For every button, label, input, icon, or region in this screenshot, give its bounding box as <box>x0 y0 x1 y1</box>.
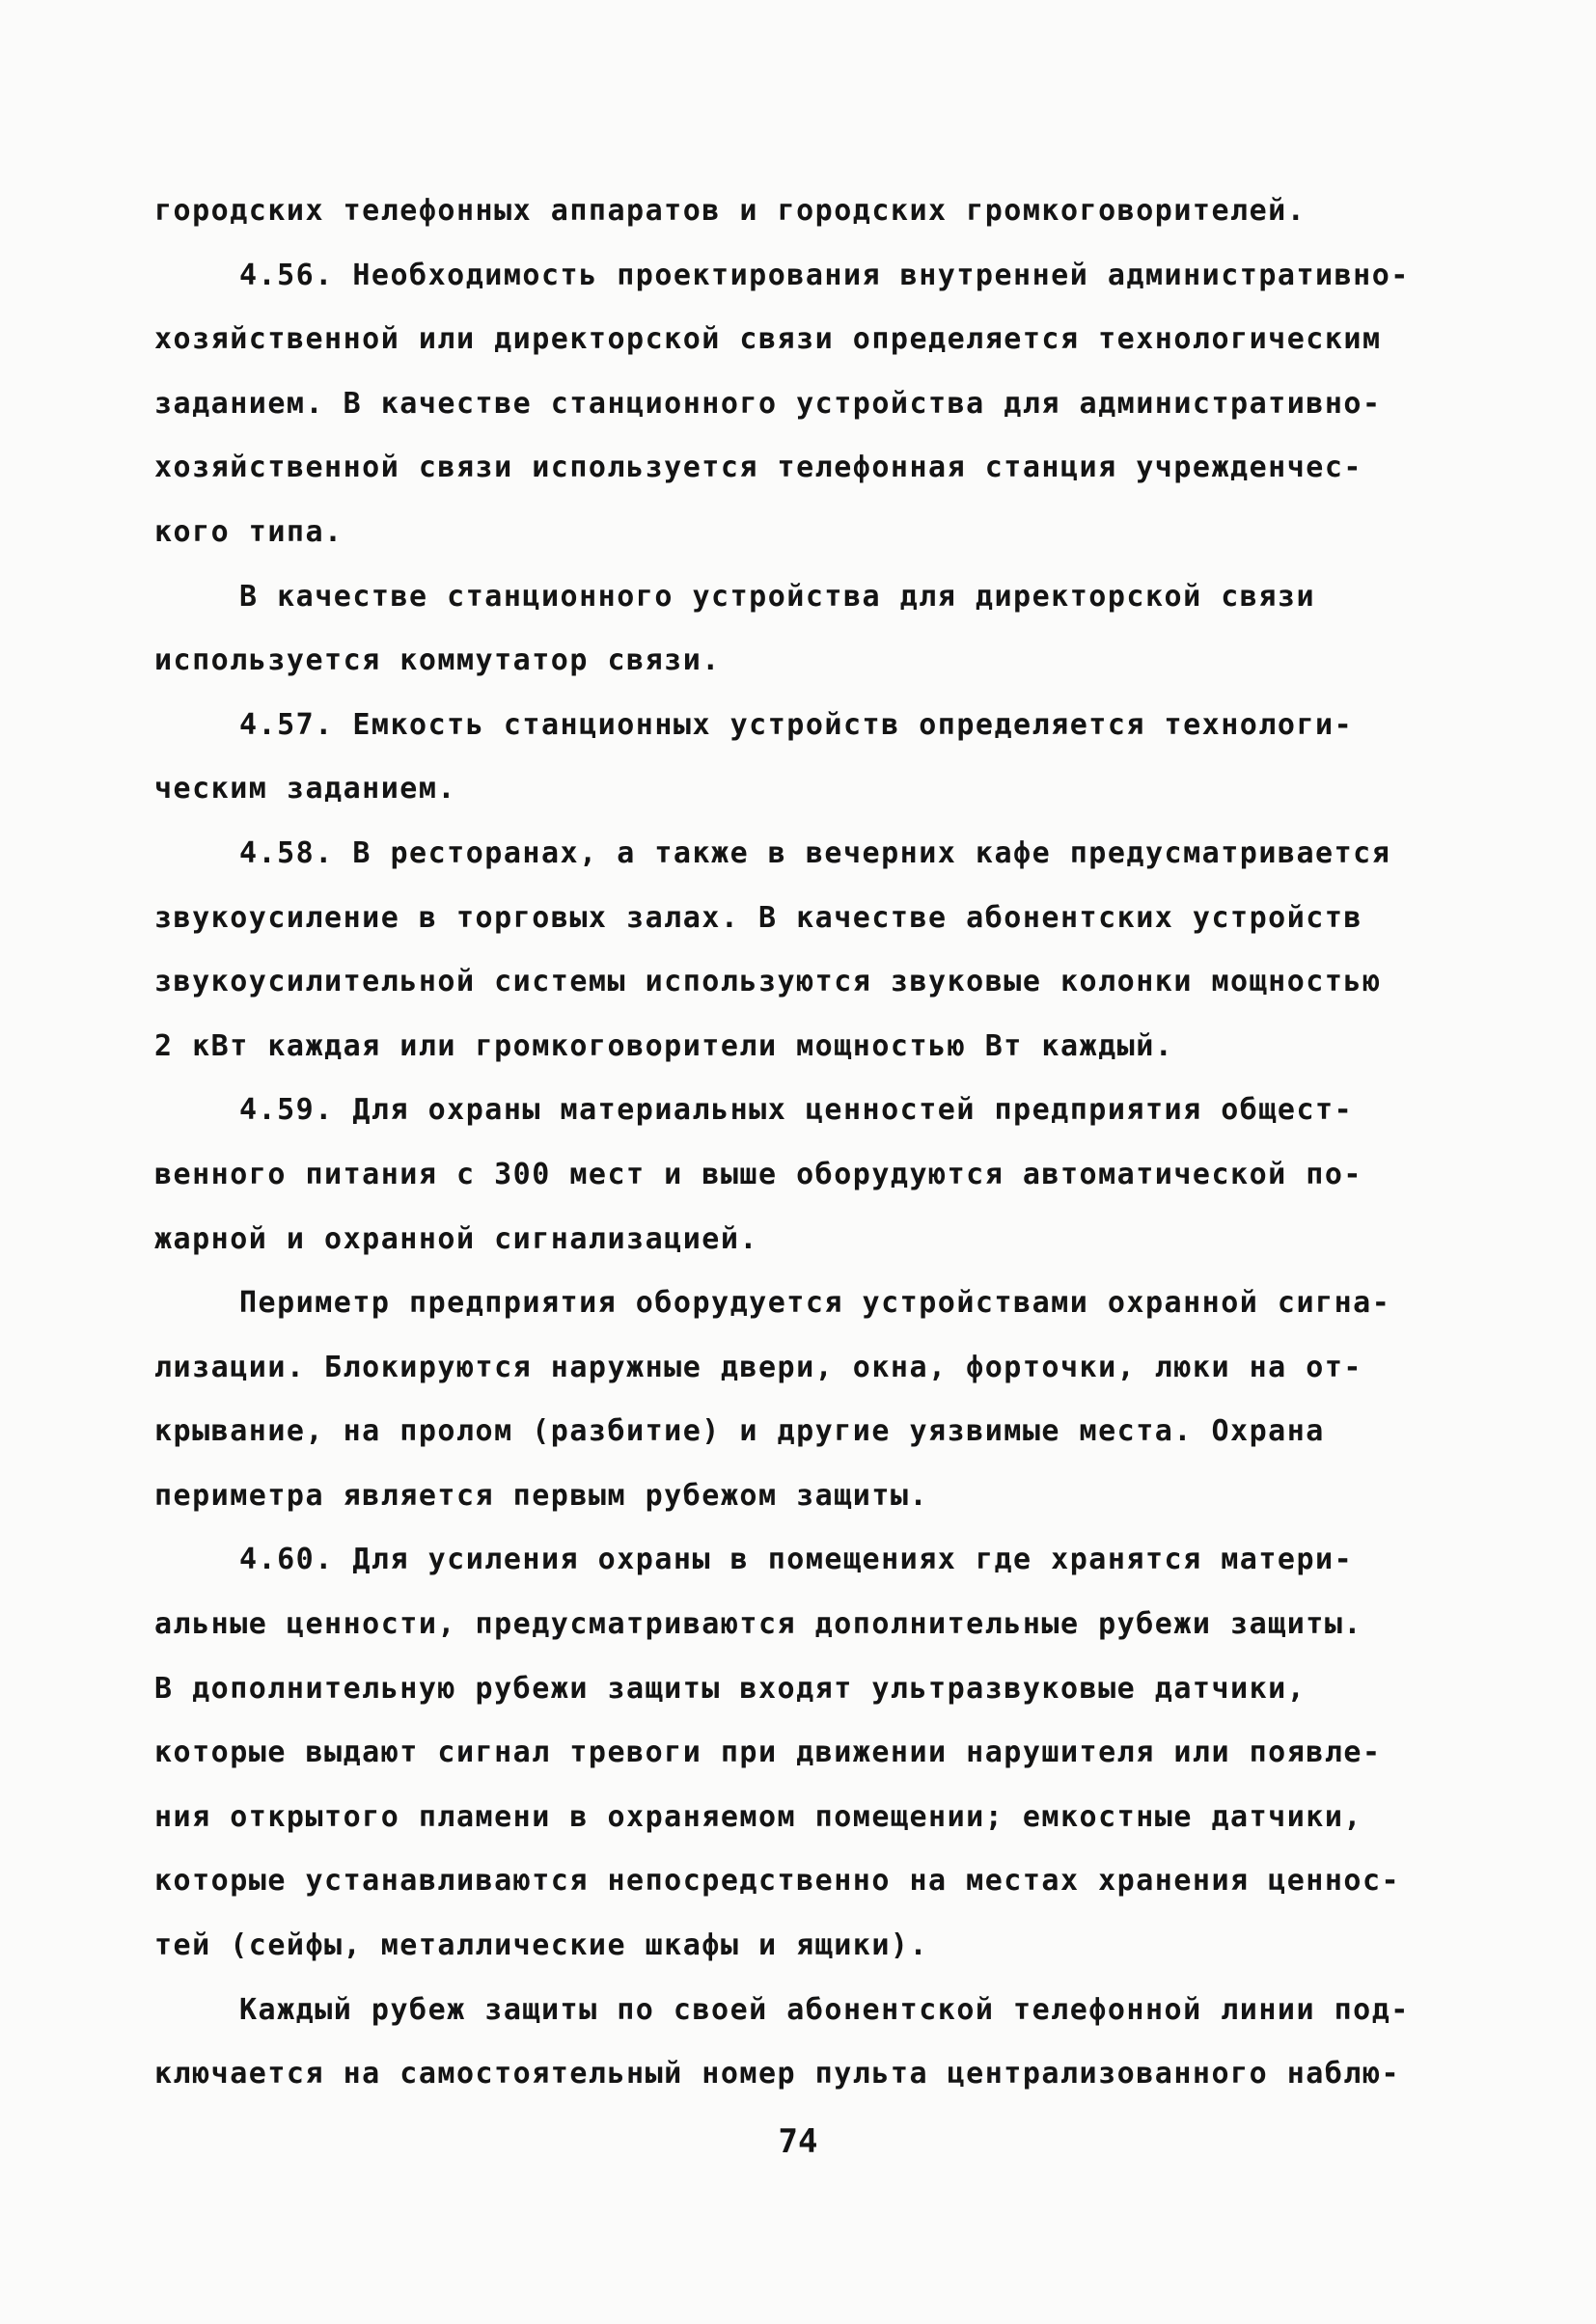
text-line: Периметр предприятия оборудуется устройствами охранной сигна- <box>239 1286 1391 1321</box>
text-line: звукоусиление в торговых залах. В качестве абонентских устройств <box>154 900 1362 935</box>
body-text <box>154 179 1476 2107</box>
text-line: хозяйственной связи используется телефонная станция учрежденчес- <box>154 451 1362 485</box>
text-line: 4.57. Емкость станционных устройств определяется технологи- <box>239 707 1354 742</box>
text-line: ческим заданием. <box>154 772 456 807</box>
text-line: 4.60. Для усиления охраны в помещениях где хранятся матери- <box>239 1543 1354 1577</box>
text-line: 4.56. Необходимость проектирования внутренней административно- <box>239 258 1410 292</box>
text-line: 2 кВт каждая или громкоговорители мощностью Вт каждый. <box>154 1028 1174 1063</box>
text-line: лизации. Блокируются наружные двери, окна, форточки, люки на от- <box>154 1350 1362 1384</box>
text-line: городских телефонных аппаратов и городских громкоговорителей. <box>154 194 1307 228</box>
text-line: тей (сейфы, металлические шкафы и ящики). <box>154 1928 929 1963</box>
text-line: крывание, на пролом (разбитие) и другие уязвимые места. Охрана <box>154 1414 1325 1449</box>
text-line: заданием. В качестве станционного устройства для административно- <box>154 386 1382 421</box>
text-line: кого типа. <box>154 514 344 549</box>
text-line: ключается на самостоятельный номер пульта централизованного наблю- <box>154 2057 1401 2092</box>
text-line: альные ценности, предусматриваются дополнительные рубежи защиты. <box>154 1607 1362 1642</box>
text-line: ния открытого пламени в охраняемом помещении; емкостные датчики, <box>154 1799 1362 1834</box>
text-line: венного питания с 300 мест и выше оборудуются автоматической по- <box>154 1157 1362 1191</box>
page-number: 74 <box>778 2122 818 2161</box>
text-line: используется коммутатор связи. <box>154 643 721 678</box>
text-line: 4.59. Для охраны материальных ценностей предприятия общест- <box>239 1093 1354 1128</box>
text-line: В качестве станционного устройства для директорской связи <box>239 579 1316 614</box>
text-line: периметра является первым рубежом защиты. <box>154 1478 929 1513</box>
text-line: 4.58. В ресторанах, а также в вечерних кафе предусматривается <box>239 835 1391 870</box>
text-line: хозяйственной или директорской связи определяется технологическим <box>154 322 1382 357</box>
text-line: звукоусилительной системы используются звуковые колонки мощностью <box>154 965 1382 999</box>
text-line: Каждый рубеж защиты по своей абонентской телефонной линии под- <box>239 1992 1410 2027</box>
text-line: которые устанавливаются непосредственно на местах хранения ценнос- <box>154 1864 1401 1899</box>
text-line: жарной и охранной сигнализацией. <box>154 1221 758 1256</box>
text-line: которые выдают сигнал тревоги при движении нарушителя или появле- <box>154 1736 1382 1770</box>
text-line: В дополнительную рубежи защиты входят ультразвуковые датчики, <box>154 1671 1307 1706</box>
